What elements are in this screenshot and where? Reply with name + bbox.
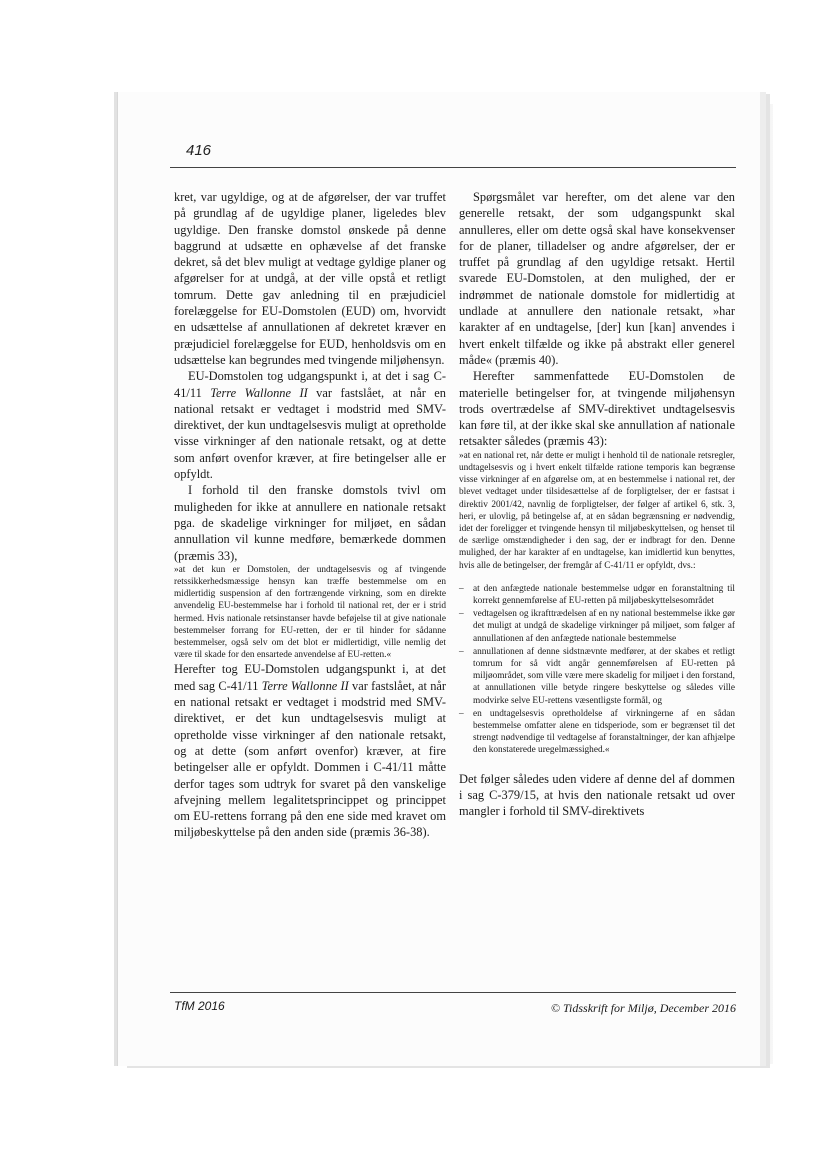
list-item: – vedtagelsen og ikrafttrædelsen af en ny national bestemmelse ikke gør det muligt at undgå de skadelige virkninger på miljøet, som følger af annullationen af den anfægtede nationale bestemmelse [459,608,735,645]
sheet-edge [759,104,773,1064]
condition-list [459,583,735,757]
list-item: – at den anfægtede nationale bestemmelse udgør en foranstaltning til korrekt gennemførelse af EU-retten på miljøbeskyttelsesområdet [459,583,735,607]
paragraph [174,661,446,840]
paragraph: I forhold til den franske domstols tvivl om muligheden for ikke at annullere en nationale retsakt pga. de skadelige virkninger for miljøet, en sådan annullation vil kunne medføre, bemærkede dommen (præmis 33), [174,483,446,563]
left-column [174,189,446,841]
paragraph [174,368,446,482]
list-item: – en undtagelsesvis opretholdelse af virkningerne af en sådan bestemmelse omfatter alene en tidsperiode, som er begrænset til det strengt nødvendige til vedtagelse af foranstaltninger, der kan afhjælpe den konstaterede uregelmæssighed.« [459,708,735,757]
block-quote: »at det kun er Domstolen, der undtagelsesvis og af tvingende retssikkerhedsmæssige hensyn kan træffe bestemmelse om en midlertidig suspension af den fortrængende virkning, som en direkte anvendelig EU-bestemmelse har i forhold til national ret, der er i strid hermed. Hvis nationale retsinstanser havde beføjelse til at give nationale bestemmelser forrang for EU-retten, der er til hinder for sådanne bestemmelser, også selv om det blot er midlertidigt, ville nemlig det være til skade for den ensartede anvendelse af EU-retten.« [174,564,446,661]
paragraph-text: Herefter tog EU-Domstolen udgangspunkt i, at det med sag C-41/11 [174,662,446,693]
copyright-line: © Tidsskrift for Miljø, December 2016 [550,1001,736,1015]
header-rule [170,167,736,168]
case-name: Terre Wallonne II [210,385,308,400]
paragraph-text: var fastslået, at når en national retsakt er vedtaget i modstrid med SMV-direktivet, er det kun undtagelsesvis muligt at opretholde visse virkninger af den nationale retsakt, og at dette (som anført ovenfor) kræver, at fire betingelser alle er opfyldt. Dommen i C-41/11 måtte derfor tages som udtryk for svaret på den vanskelige afvejning mellem legalitetsprincippet og princippet om EU-rettens forrang på den ene side med kravet om miljøbeskyttelse på den anden side (præmis 36-38). [174,678,447,840]
paragraph: Herefter sammenfattede EU-Domstolen de materielle betingelser for, at tvingende miljøhensyn trods overtrædelse af SMV-direktivet undtagelsesvis kan føre til, at der ikke skal ske annullation af nationale retsakter således (præmis 43): [459,369,735,449]
paragraph: kret, var ugyldige, og at de afgørelser, der var truffet på grundlag af de ugyldige planer, ligeledes blev ugyldige. Den franske domstol ønskede på denne baggrund at udsætte en ophævelse af det franske dekret, så det blev muligt at vedtage gyldige planer og afgørelser for at undgå, at der ville opstå et retligt tomrum. Dette gav anledning til en præjudiciel forelæggelse for EU-Domstolen (EUD) om, hvorvidt en udsættelse af annullationen af dekretet kræver en præjudiciel forelæggelse for EUD, henholdsvis om en udsættelse kan begrundes med tvingende miljøhensyn. [174,190,446,367]
footer-rule [170,992,736,993]
page-number: 416 [186,142,212,159]
case-name: Terre Wallonne II [261,678,349,693]
right-column [459,189,735,820]
paragraph: Spørgsmålet var herefter, om det alene var den generelle retsakt, der som udgangspunkt skal annulleres, eller om dette også skal have konsekvenser for de planer, tilladelser og andre afgørelser, der er truffet på grundlag af den ugyldige retsakt. Hertil svarede EU-Domstolen, at den mulighed, der er indrømmet de nationale domstole for midlertidig at undlade at annullere den nationale retsakt, »har karakter af en undtagelse, [der] kun [kan] anvendes i hvert enkelt tilfælde og ikke på abstrakt eller generel måde« (præmis 40). [459,190,735,367]
paragraph-text: EU-Domstolen tog udgangspunkt i, at det i sag C-41/11 [174,369,446,400]
list-item: – annullationen af denne sidstnævnte medfører, at der skabes et retligt tomrum for så vidt angår gennemførelsen af EU-retten på miljøområdet, som ville være mere skadelig for miljøet i den forstand, at annullationen ville betyde ringere beskyttelse og således ville modvirke selve EU-rettens væsentligste formål, og [459,646,735,707]
journal-issue: TfM 2016 [174,999,225,1013]
paragraph-text: var fastslået, at når en national retsakt er vedtaget i modstrid med SMV-direktivet, der kun undtagelsesvis muligt at opretholde visse virkninger af den nationale retsakt, og at dette som anført ovenfor kræver, at fire betingelser alle er opfyldt. [174,385,446,482]
paragraph: Det følger således uden videre af denne del af dommen i sag C-379/15, at hvis den nationale retsakt ud over mangler i forhold til SMV-direktivets [459,771,735,819]
block-quote: »at en national ret, når dette er muligt i henhold til de nationale retsregler, undtagelsesvis og i hvert enkelt tilfælde ratione temporis kan begrænse visse virkninger af en afgørelse om, at en bestemmelse i national ret, der blevet vedtaget under tilsidesættelse af de forpligtelser, der er fastsat i direktiv 2001/42, navnlig de forpligtelser, der følger af artikel 6, stk. 3, heri, er ulovlig, på betingelse af, at en sådan begrænsning er nødvendig, idet der foreligger et tvingende hensyn til miljøbeskyttelsen, og henset til de særlige omstændigheder i den sag, der er indbragt for den. Denne mulighed, der har karakter af en undtagelse, kan imidlertid kun benyttes, hvis alle de betingelser, der fremgår af C-41/11 er opfyldt, dvs.: [459,450,735,571]
